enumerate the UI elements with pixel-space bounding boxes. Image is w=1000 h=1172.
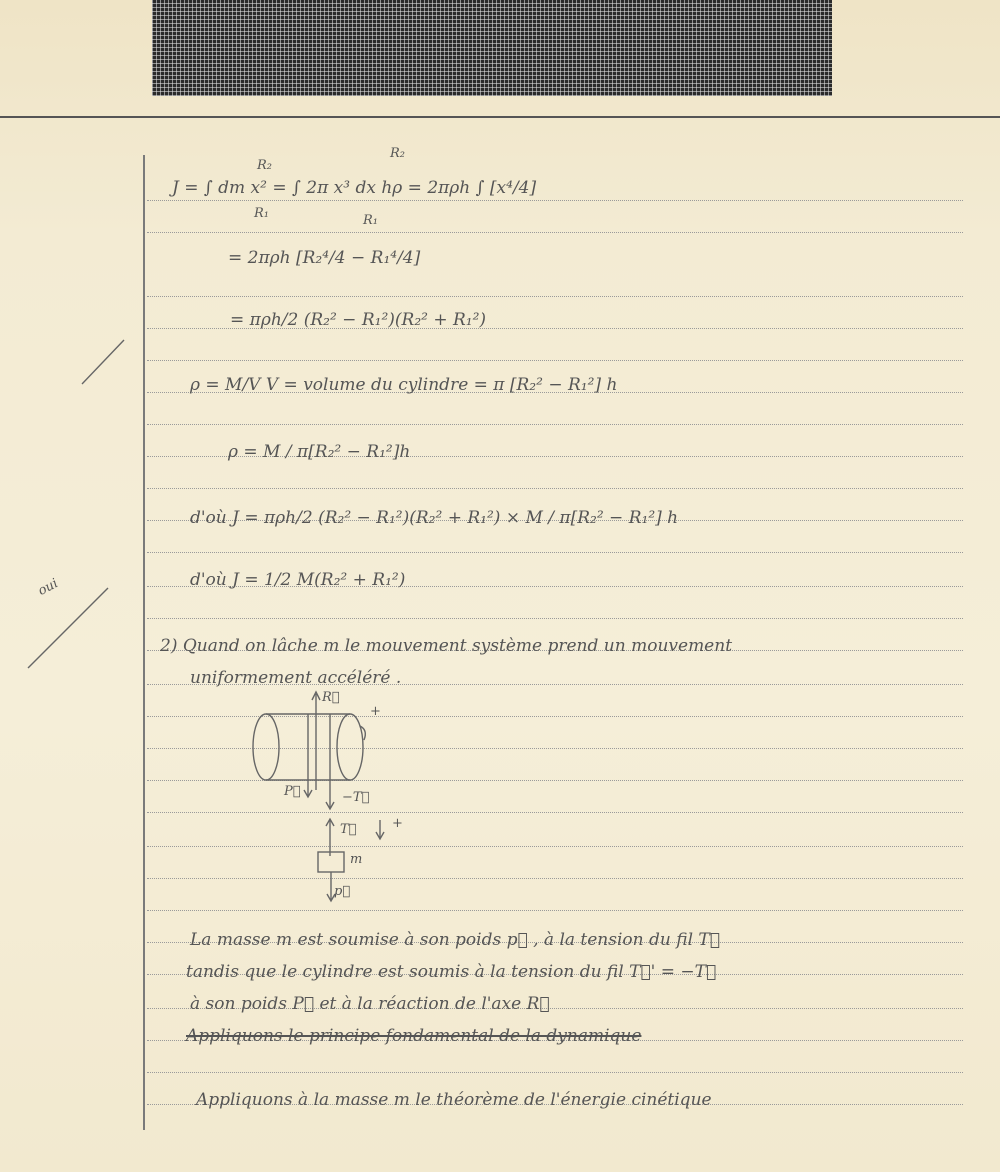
cylinder-right-face xyxy=(337,714,363,780)
label-R: R⃗ xyxy=(322,690,340,705)
label-plus-top: + xyxy=(370,704,381,719)
limit-top-b: R₂ xyxy=(390,146,405,161)
label-P: P⃗ xyxy=(284,784,301,799)
equation-J-result: d'où J = 1/2 M(R₂² + R₁²) xyxy=(190,570,406,590)
text-weight-reaction: à son poids P⃗ et à la réaction de l'axe R⃗ xyxy=(190,994,550,1014)
text-forces-cylinder: tandis que le cylindre est soumis à la tension du fil T⃗' = −T⃗ xyxy=(186,962,717,982)
label-plus-bottom: + xyxy=(392,816,403,831)
text-accelere: uniformement accéléré . xyxy=(190,668,402,688)
limit-bottom-a: R₁ xyxy=(254,206,269,221)
text-forces-mass: La masse m est soumise à son poids p⃗ , à la tension du fil T⃗ xyxy=(190,930,720,950)
equation-J-substitution: d'où J = πρh/2 (R₂² − R₁²)(R₂² + R₁²) × M / π[R₂² − R₁²] h xyxy=(190,508,679,528)
text-apply-theorem: Appliquons à la masse m le théorème de l'énergie cinétique xyxy=(196,1090,712,1110)
label-minus-T: −T⃗ xyxy=(342,790,370,805)
equation-rho: ρ = M / π[R₂² − R₁²]h xyxy=(228,442,411,462)
mass-box xyxy=(318,852,344,872)
equation-rho-volume: ρ = M/V V = volume du cylindre = π [R₂² − R₁²] h xyxy=(190,375,618,395)
text-question-2: 2) Quand on lâche m le mouvement système prend un mouvement xyxy=(160,636,733,656)
cylinder-left-face xyxy=(253,714,279,780)
label-p: p⃗ xyxy=(334,884,351,899)
margin-check-stroke xyxy=(82,340,124,384)
margin-note-oui: oui xyxy=(35,576,61,599)
equation-line-3: = πρh/2 (R₂² − R₁²)(R₂² + R₁²) xyxy=(230,310,487,330)
equation-line-2: = 2πρh [R₂⁴/4 − R₁⁴/4] xyxy=(228,248,421,268)
limit-top-a: R₂ xyxy=(257,158,272,173)
label-T: T⃗ xyxy=(340,822,357,837)
label-m: m xyxy=(350,852,363,867)
margin-check-stroke xyxy=(28,588,108,668)
text-struck-principle: Appliquons le principe fondamental de la dynamique xyxy=(186,1026,642,1046)
limit-bottom-b: R₁ xyxy=(363,213,378,228)
equation-J-integral: J = ∫ dm x² = ∫ 2π x³ dx hρ = 2πρh ∫ [x⁴/4] xyxy=(172,178,537,198)
